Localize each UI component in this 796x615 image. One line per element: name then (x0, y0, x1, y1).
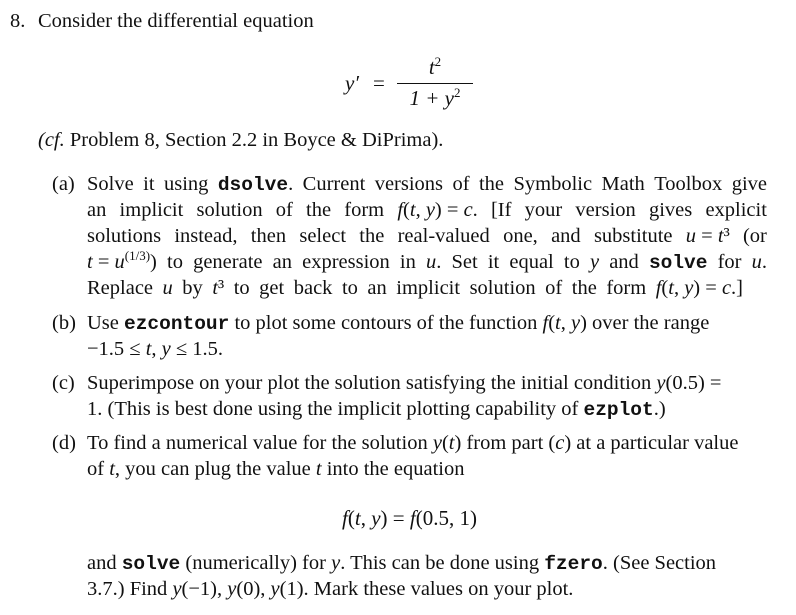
part-a-line-2 (87, 197, 767, 223)
part-b (52, 310, 768, 366)
equation-equals: = (373, 71, 385, 95)
cf-abbrev: (cf. (38, 129, 65, 151)
word: select (299, 225, 347, 247)
word: of (452, 173, 470, 195)
word: implicit (119, 199, 184, 221)
word: and (609, 251, 639, 273)
word: to (167, 251, 183, 273)
word: to (233, 277, 250, 299)
word: by (182, 277, 203, 299)
word: to (341, 277, 358, 299)
part-a-label: (a) (52, 173, 75, 195)
word: real-valued (397, 225, 490, 247)
word: instead, (174, 225, 238, 247)
part-c-line-1: Superimpose on your plot the solution satisfying the initial condition y(0.5) = (87, 372, 722, 394)
word: u (162, 277, 173, 299)
word: and (551, 225, 581, 247)
word: substitute (593, 225, 673, 247)
word: Set (451, 251, 478, 273)
word: (or (742, 225, 767, 247)
part-d-line-2: of t, you can plug the value t into the equation (87, 458, 465, 480)
word: an (272, 251, 292, 273)
reference-text: Problem 8, Section 2.2 in Boyce & DiPrima). (64, 129, 444, 151)
word: version (575, 199, 636, 221)
numerator-exponent: 2 (434, 54, 442, 69)
main-equation (345, 54, 475, 112)
word: [If (490, 199, 512, 221)
word: Current (302, 173, 366, 195)
word: in (399, 251, 416, 273)
problem-number: 8. (10, 10, 26, 32)
word: form (344, 199, 385, 221)
equation-lhs: y′ (345, 71, 359, 95)
part-d-equation: f(t, y) = f(0.5, 1) (342, 506, 477, 530)
word: y (589, 251, 600, 273)
word: Solve (87, 173, 134, 195)
fraction-numerator (417, 54, 453, 80)
word: it (487, 251, 500, 273)
word: the (478, 173, 505, 195)
part-a-line-4 (87, 249, 767, 276)
word: Toolbox (654, 173, 723, 195)
word: explicit (705, 199, 767, 221)
word: then (250, 225, 287, 247)
part-a (52, 171, 768, 301)
word: solutions (87, 225, 162, 247)
word: to (563, 251, 580, 273)
fraction-denominator (397, 85, 473, 111)
part-d-line-1: To find a numerical value for the solution y(t) from part (c) at a particular value (87, 432, 739, 454)
part-d-label: (d) (52, 432, 76, 454)
problem-header (10, 8, 314, 34)
word: Replace (87, 277, 154, 299)
part-c-line-2: 1. (This is best done using the implicit plotting capability of ezplot.) (87, 398, 666, 421)
word: Symbolic (513, 173, 593, 195)
word: u = t³ (685, 225, 730, 247)
word: t³ (212, 277, 225, 299)
word: $t = u^{(1/3)}$) (87, 248, 157, 273)
part-a-line-5 (87, 275, 743, 301)
part-c-label: (c) (52, 372, 75, 394)
denominator-base: 1 + y (409, 86, 454, 110)
word: versions (374, 173, 444, 195)
word: the (571, 277, 597, 299)
word: the (359, 225, 385, 247)
part-d-line-4: 3.7.) Find y(−1), y(0), y(1). Mark these values on your plot. (87, 578, 574, 600)
denominator-exponent: 2 (454, 85, 461, 100)
word: u. (426, 251, 442, 273)
word: one, (503, 225, 538, 247)
word: expression (302, 251, 390, 273)
word: it (143, 173, 155, 195)
problem-intro: Consider the differential equation (38, 10, 314, 32)
numerator-base: t (428, 55, 435, 79)
word: your (524, 199, 563, 221)
reference-line (38, 127, 443, 153)
word: dsolve. (217, 173, 294, 196)
part-c (52, 370, 768, 426)
word: equal (509, 251, 554, 273)
word: of (545, 277, 563, 299)
word: u. (751, 251, 767, 273)
word: f(t, y) = c. (397, 199, 478, 221)
word: for (717, 251, 742, 273)
word: f(t, y) = c.] (655, 277, 743, 299)
word: form (606, 277, 647, 299)
part-b-label: (b) (52, 312, 76, 334)
part-d-line-3: and solve (numerically) for y. This can be done using fzero. (See Section (87, 552, 717, 575)
part-b-line-2: −1.5 ≤ t, y ≤ 1.5. (87, 338, 224, 360)
part-a-line-1 (87, 171, 767, 198)
word: implicit (396, 277, 461, 299)
part-b-line-1: Use ezcontour to plot some contours of the function f(t, y) over the range (87, 312, 710, 335)
word: of (275, 199, 293, 221)
word: generate (193, 251, 263, 273)
word: an (367, 277, 387, 299)
word: solve (648, 252, 708, 274)
word: get (259, 277, 285, 299)
word: using (163, 173, 209, 195)
word: the (306, 199, 332, 221)
part-a-line-3 (87, 223, 767, 249)
word: solution (469, 277, 536, 299)
word: back (293, 277, 333, 299)
word: an (87, 199, 107, 221)
word: solution (196, 199, 263, 221)
word: give (731, 173, 767, 195)
word: gives (648, 199, 693, 221)
word: Math (601, 173, 645, 195)
